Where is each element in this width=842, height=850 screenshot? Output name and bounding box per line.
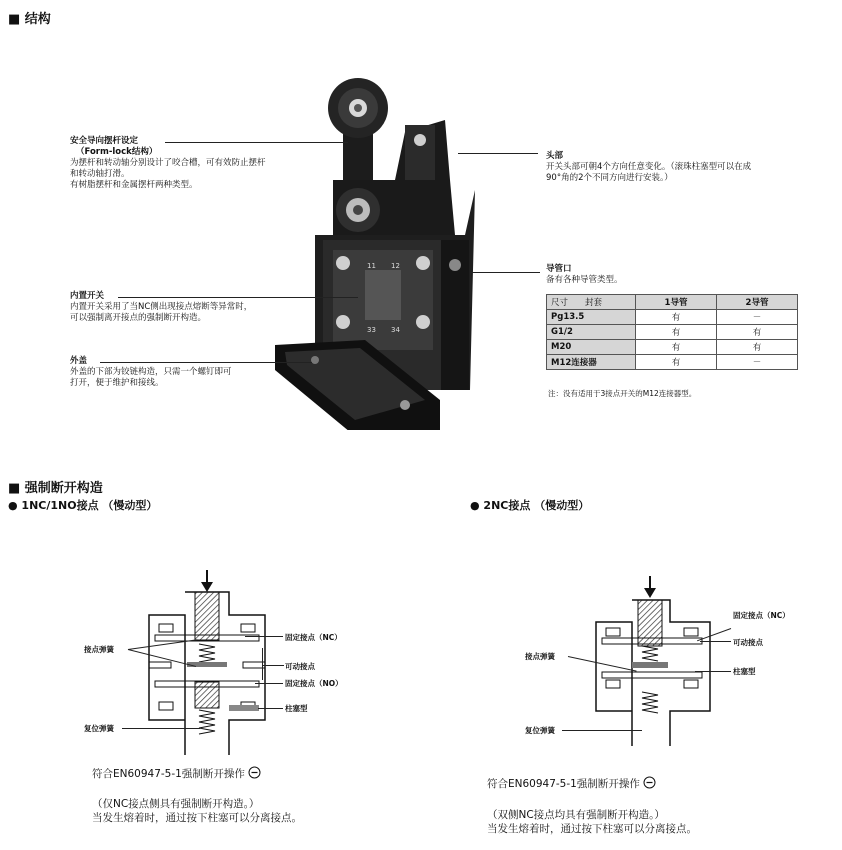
table-header-cell: 1导管 xyxy=(636,295,717,310)
table-row-header: G1/2 xyxy=(547,325,636,340)
forced-break-icon xyxy=(248,766,261,779)
heading-1nc1no: ● 1NC/1NO接点 （慢动型） xyxy=(8,499,158,512)
table-cell: 有 xyxy=(636,355,717,370)
label-fixed-contact-nc: 固定接点（NC） xyxy=(733,611,790,620)
label-movable-contact: 可动接点 xyxy=(733,638,763,647)
table-header-cell: 尺寸 封套 xyxy=(547,295,636,310)
callout-cover-title: 外盖 xyxy=(70,356,88,366)
table-cell: － xyxy=(717,355,798,370)
section-title-structure: ■ 结构 xyxy=(8,12,51,27)
table-cell: 有 xyxy=(636,310,717,325)
table-cell: 有 xyxy=(636,340,717,355)
table-row xyxy=(547,310,798,325)
diagram-2nc xyxy=(592,576,717,746)
callout-formlock-line: 有树脂摆杆和金属摆杆两种类型。 xyxy=(70,180,198,190)
callout-head-line: 90°角的2个不同方向进行安装。） xyxy=(546,173,673,183)
table-cell: 有 xyxy=(717,340,798,355)
caption-note: 当发生熔着时，通过按下柱塞可以分离接点。 xyxy=(92,812,302,824)
table-cell: 有 xyxy=(717,325,798,340)
label-movable-contact: 可动接点 xyxy=(285,662,315,671)
table-row-header: Pg13.5 xyxy=(547,310,636,325)
limit-switch-photo xyxy=(255,60,515,430)
caption-note: （仅NC接点侧具有强制断开构造。） xyxy=(92,798,260,810)
heading-2nc: ● 2NC接点 （慢动型） xyxy=(470,499,590,512)
label-return-spring: 复位弹簧 xyxy=(84,724,114,733)
section-title-forced-break: ■ 强制断开构造 xyxy=(8,481,103,496)
callout-switch-line: 内置开关采用了当NC侧出现接点熔断等异常时， xyxy=(70,302,253,312)
label-fixed-contact-no: 固定接点（NO） xyxy=(285,679,343,688)
label-contact-spring: 接点弹簧 xyxy=(84,645,114,654)
callout-head-line: 开关头部可朝4个方向任意变化。（滚珠柱塞型可以在成 xyxy=(546,162,752,172)
table-row xyxy=(547,340,798,355)
callout-switch-line: 可以强制离开接点的强制断开构造。 xyxy=(70,313,207,323)
terminal-label: 11 xyxy=(367,262,376,270)
callout-switch-title: 内置开关 xyxy=(70,291,105,301)
callout-conduit-line: 备有各种导管类型。 xyxy=(546,275,623,285)
forced-break-icon xyxy=(643,776,656,789)
callout-cover-line: 外盖的下部为铰链构造，只需一个螺钉即可 xyxy=(70,367,232,377)
table-header-row xyxy=(547,295,798,310)
label-plunger: 柱塞型 xyxy=(285,704,308,713)
label-contact-spring: 接点弹簧 xyxy=(525,652,555,661)
table-row xyxy=(547,325,798,340)
callout-formlock-line: 为摆杆和转动轴分别设计了咬合槽，可有效防止摆杆 xyxy=(70,158,266,168)
table-cell: － xyxy=(717,310,798,325)
callout-formlock-line: 和转动轴打滑。 xyxy=(70,169,130,179)
terminal-label: 12 xyxy=(391,262,400,270)
callout-formlock-sub: （Form-lock结构） xyxy=(76,147,158,157)
table-row-header: M20 xyxy=(547,340,636,355)
callout-head-title: 头部 xyxy=(546,151,564,161)
table-note: 注：没有适用于3接点开关的M12连接器型。 xyxy=(548,389,697,398)
table-header-cell: 2导管 xyxy=(717,295,798,310)
callout-conduit-title: 导管口 xyxy=(546,264,572,274)
callout-cover-line: 打开，便于维护和接线。 xyxy=(70,378,164,388)
terminal-label: 34 xyxy=(391,326,400,334)
caption-standard: 符合EN60947-5-1强制断开操作 xyxy=(487,776,656,791)
table-cell: 有 xyxy=(636,325,717,340)
label-fixed-contact-nc: 固定接点（NC） xyxy=(285,633,342,642)
table-row-header: M12连接器 xyxy=(547,355,636,370)
caption-note: 当发生熔着时，通过按下柱塞可以分离接点。 xyxy=(487,823,697,835)
caption-standard: 符合EN60947-5-1强制断开操作 xyxy=(92,766,261,781)
table-row xyxy=(547,355,798,370)
label-plunger: 柱塞型 xyxy=(733,667,756,676)
label-return-spring: 复位弹簧 xyxy=(525,726,555,735)
conduit-table xyxy=(546,294,798,370)
terminal-label: 33 xyxy=(367,326,376,334)
callout-formlock-title: 安全导向摆杆设定 xyxy=(70,136,139,146)
caption-note: （双侧NC接点均具有强制断开构造。） xyxy=(487,809,665,821)
